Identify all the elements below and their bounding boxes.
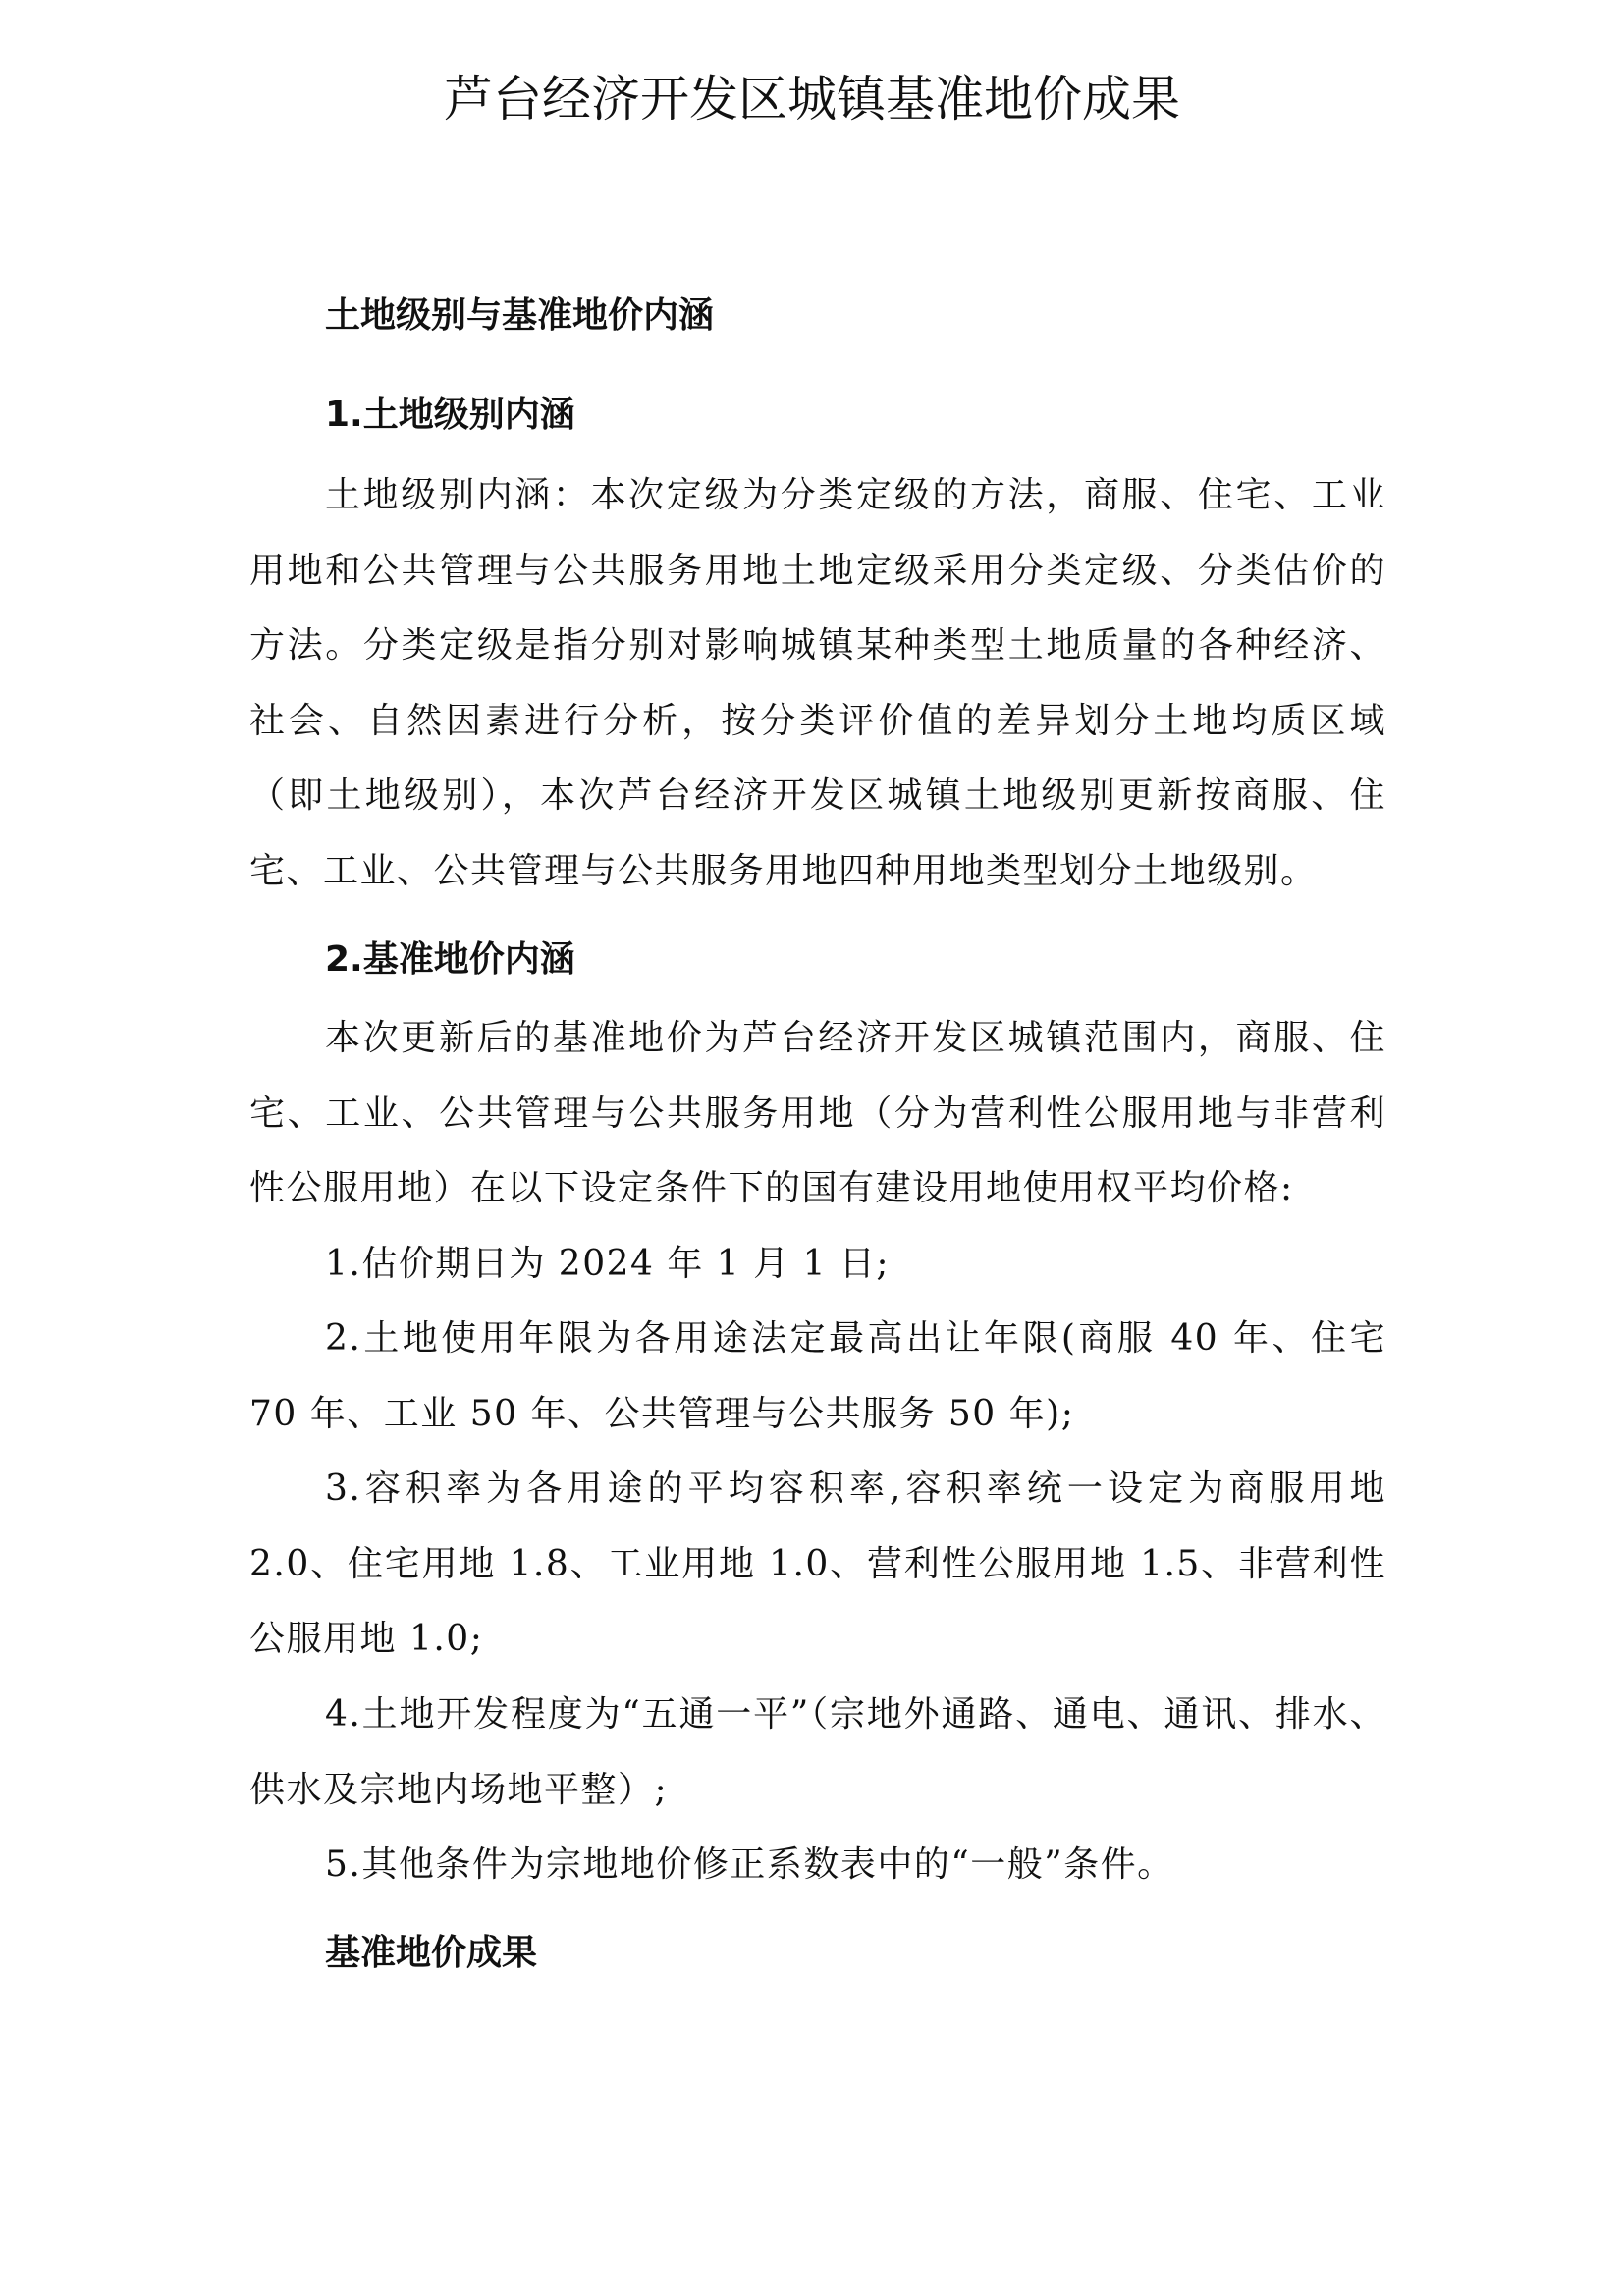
condition-5: 5.其他条件为宗地地价修正系数表中的“一般”条件。 bbox=[325, 1844, 1174, 1885]
condition-2: 2.土地使用年限为各用途法定最高出让年限(商服 40 年、住宅 70 年、工业 50 年、公共管理与公共服务 50 年); bbox=[249, 1318, 1386, 1434]
section-heading: 土地级别与基准地价内涵 bbox=[325, 295, 715, 336]
subsection-1-heading: 1.土地级别内涵 bbox=[325, 395, 575, 435]
benchmark-price-intro: 本次更新后的基准地价为芦台经济开发区城镇范围内，商服、住宅、工业、公共管理与公共服务用地（分为营利性公服用地与非营利性公服用地）在以下设定条件下的国有建设用地使用权平均价格: bbox=[249, 1018, 1386, 1208]
condition-3: 3.容积率为各用途的平均容积率,容积率统一设定为商服用地 2.0、住宅用地 1.8、工业用地 1.0、营利性公服用地 1.5、非营利性公服用地 1.0; bbox=[249, 1468, 1386, 1659]
document-title: 芦台经济开发区城镇基准地价成果 bbox=[444, 71, 1180, 128]
results-heading: 基准地价成果 bbox=[325, 1933, 538, 1973]
condition-1: 1.估价期日为 2024 年 1 月 1 日; bbox=[325, 1244, 891, 1284]
condition-4: 4.土地开发程度为“五通一平”（宗地外通路、通电、通讯、排水、供水及宗地内场地平整）; bbox=[249, 1694, 1386, 1810]
subsection-2-heading: 2.基准地价内涵 bbox=[325, 939, 575, 980]
land-grade-paragraph: 土地级别内涵：本次定级为分类定级的方法，商服、住宅、工业用地和公共管理与公共服务用地土地定级采用分类定级、分类估价的方法。分类定级是指分别对影响城镇某种类型土地质量的各种经济、社会、自然因素进行分析，按分类评价值的差异划分土地均质区域（即土地级别），本次芦台经济开发区城镇土地级别更新按商服、住宅、工业、公共管理与公共服务用地四种用地类型划分土地级别。 bbox=[249, 475, 1386, 891]
